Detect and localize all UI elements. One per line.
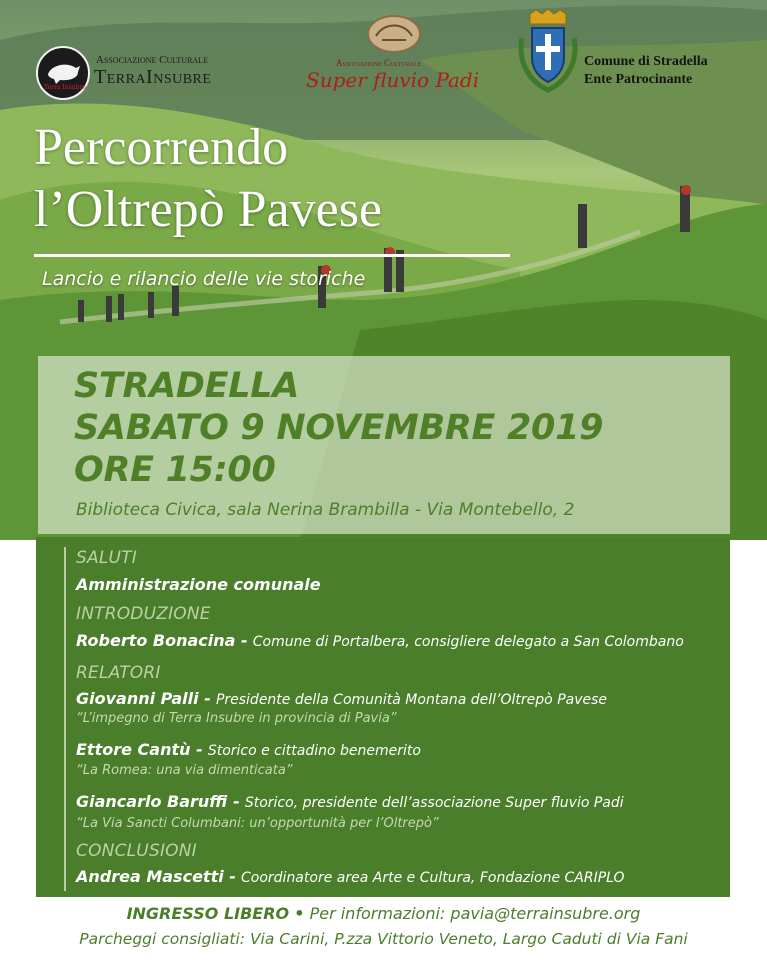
contact-info: Per informazioni: pavia@terrainsubre.org <box>309 904 641 923</box>
comune-name: Comune di Stradella <box>584 54 708 69</box>
terrainsubre-logo <box>36 42 266 102</box>
footer-info-line <box>0 904 767 923</box>
section-heading-introduzione: INTRODUZIONE <box>76 604 211 624</box>
speaker-name: Ettore Cantù - <box>76 740 203 759</box>
speaker-name: Roberto Bonacina - <box>76 631 248 650</box>
fluvio-name: Super fluvio Padi <box>306 68 480 92</box>
speaker-role: Storico e cittadino benemerito <box>207 743 421 759</box>
coat-of-arms-icon <box>516 8 580 94</box>
section-heading-relatori: RELATORI <box>76 663 161 683</box>
terrainsubre-name: TerraInsubre <box>94 66 212 88</box>
speaker-line <box>76 740 421 759</box>
speaker-name: Andrea Mascetti - <box>76 867 236 886</box>
speaker-role: Comune di Portalbera, consigliere delegato a San Colombano <box>252 634 684 650</box>
event-venue: Biblioteca Civica, sala Nerina Brambilla - Via Montebello, 2 <box>76 500 575 520</box>
section-heading-saluti: SALUTI <box>76 548 137 568</box>
bullet-separator: • <box>294 904 305 923</box>
emblem-caption: Terra Insubre <box>44 84 86 91</box>
section-heading-conclusioni: CONCLUSIONI <box>76 841 197 861</box>
event-city: STRADELLA <box>74 366 300 406</box>
event-date: SABATO 9 NOVEMBRE 2019 <box>74 408 604 448</box>
talk-title: “L’impegno di Terra Insubre in provincia di Pavia” <box>76 711 397 726</box>
parking-info: Parcheggi consigliati: Via Carini, P.zza Vittorio Veneto, Largo Caduti di Via Fani <box>79 930 688 948</box>
comune-role: Ente Patrocinante <box>584 72 693 87</box>
fluvio-emblem-icon <box>362 8 426 56</box>
speaker-name: Giancarlo Baruffi - <box>76 792 240 811</box>
comune-stradella-logo <box>516 8 738 98</box>
speaker-name: Giovanni Palli - <box>76 689 211 708</box>
program-divider <box>64 547 66 891</box>
super-fluvio-padi-logo <box>302 8 488 98</box>
talk-title: “La Via Sancti Columbani: un’opportunità per l’Oltrepò” <box>76 816 439 831</box>
introduzione-line <box>76 631 684 650</box>
title-divider <box>34 254 510 257</box>
title-line-2: l’Oltrepò Pavese <box>34 181 383 238</box>
saluti-text: Amministrazione comunale <box>76 575 321 594</box>
speaker-role: Storico, presidente dell’associazione Super fluvio Padi <box>244 795 624 811</box>
fluvio-caption: Associazione Culturale <box>336 58 422 68</box>
speaker-role: Coordinatore area Arte e Cultura, Fondazione CARIPLO <box>241 870 625 886</box>
speaker-line <box>76 792 624 811</box>
speaker-line <box>76 689 607 708</box>
talk-title: “La Romea: una via dimenticata” <box>76 763 293 778</box>
subtitle: Lancio e rilancio delle vie storiche <box>42 268 366 290</box>
boar-emblem-icon <box>36 46 90 100</box>
event-time: ORE 15:00 <box>74 450 276 490</box>
terrainsubre-caption: Associazione Culturale <box>96 54 208 66</box>
title-line-1: Percorrendo <box>34 119 289 176</box>
free-entry-label: INGRESSO LIBERO <box>126 904 290 923</box>
conclusioni-line <box>76 867 625 886</box>
speaker-role: Presidente della Comunità Montana dell’Oltrepò Pavese <box>215 692 608 708</box>
